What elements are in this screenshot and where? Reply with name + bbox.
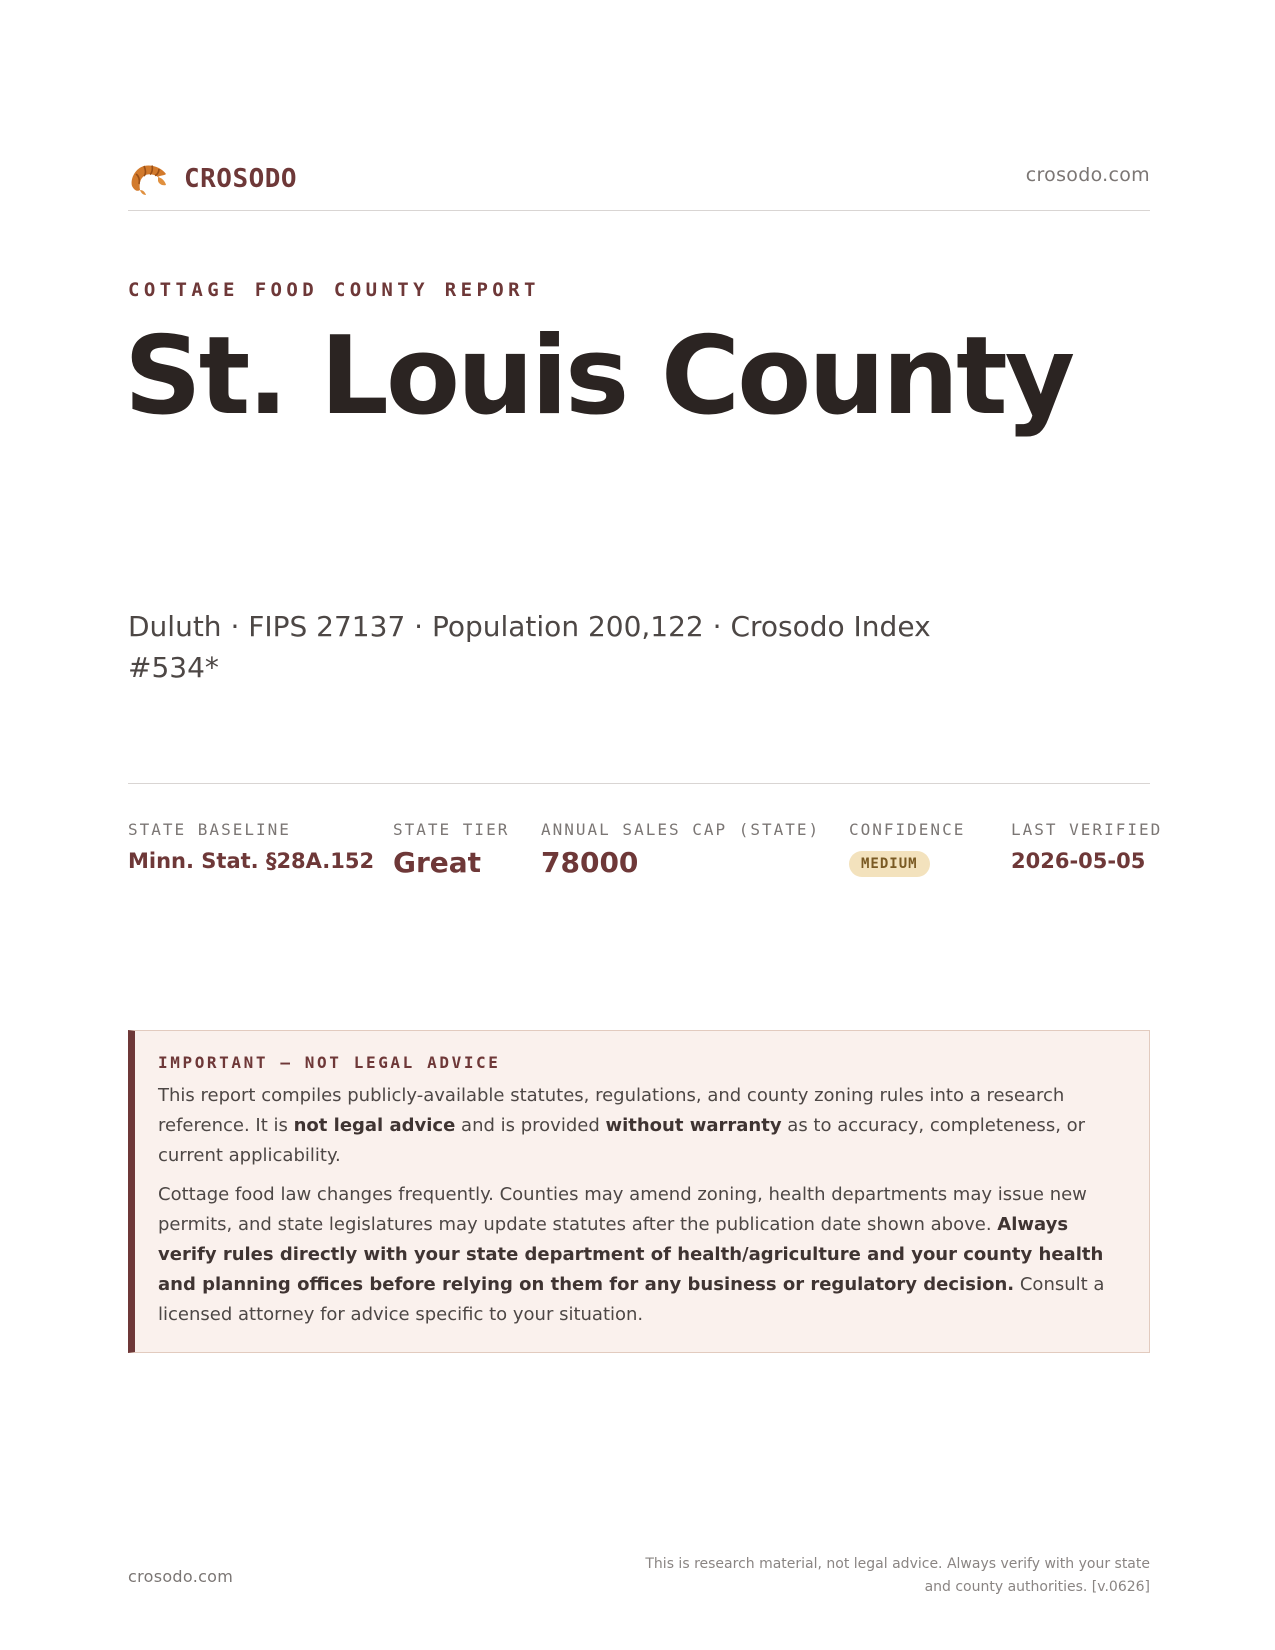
stat-label: STATE TIER: [393, 820, 510, 839]
page-header: [128, 158, 1150, 211]
stat-value: 2026-05-05: [1011, 849, 1146, 873]
notice-paragraph-1: [158, 1081, 1125, 1171]
notice-text: Cottage food law changes frequently. Counties may amend zoning, health departments may issue new permits, and state legislatures may update statutes after the publication date shown above.: [158, 1184, 1087, 1235]
footer-url-link[interactable]: crosodo.com: [128, 1567, 234, 1586]
notice-text: and is provided: [455, 1115, 606, 1136]
stat-state-baseline: [128, 820, 374, 873]
notice-emphasis: not legal advice: [293, 1115, 456, 1136]
stat-value: Minn. Stat. §28A.152: [128, 849, 375, 873]
notice-emphasis: Always verify rules directly with your state department of health/agriculture and your county health and planning offices before relying on them for any business or regulatory decision.: [158, 1214, 1104, 1295]
page-title: St. Louis County: [124, 314, 1073, 439]
stat-last-verified: [1011, 820, 1162, 873]
stat-confidence: [849, 820, 965, 877]
stat-value: 78000: [541, 846, 639, 879]
notice-emphasis: without warranty: [605, 1115, 782, 1136]
report-eyebrow: COTTAGE FOOD COUNTY REPORT: [128, 279, 540, 301]
notice-paragraph-2: [158, 1180, 1125, 1330]
confidence-badge: MEDIUM: [849, 851, 930, 877]
notice-title: IMPORTANT — NOT LEGAL ADVICE: [158, 1053, 501, 1072]
stat-label: ANNUAL SALES CAP (STATE): [541, 820, 821, 839]
stat-annual-sales-cap: [541, 820, 820, 879]
croissant-icon: [128, 160, 170, 198]
stats-divider: [128, 783, 1150, 784]
footer-disclaimer: This is research material, not legal advice. Always verify with your state and county authorities. [v.0626]: [645, 1556, 1150, 1595]
report-subtitle: Duluth · FIPS 27137 · Population 200,122 · Crosodo Index #534*: [128, 610, 931, 684]
brand[interactable]: [128, 160, 297, 198]
stat-label: LAST VERIFIED: [1011, 820, 1163, 839]
stat-label: CONFIDENCE: [849, 820, 966, 839]
notice-text: as to accuracy, completeness, or current applicability.: [158, 1115, 1086, 1166]
report-page: [124, 0, 1163, 1650]
notice-text: This report compiles publicly-available statutes, regulations, and county zoning rules into a research reference. It is: [158, 1085, 1065, 1136]
header-url-link[interactable]: crosodo.com: [1025, 164, 1150, 186]
legal-notice: [128, 1030, 1150, 1353]
stat-label: STATE BASELINE: [128, 820, 291, 839]
stat-state-tier: [393, 820, 509, 879]
stat-value: Great: [393, 846, 482, 879]
notice-text: Consult a licensed attorney for advice specific to your situation.: [158, 1274, 1105, 1325]
brand-name: CROSODO: [184, 164, 298, 194]
